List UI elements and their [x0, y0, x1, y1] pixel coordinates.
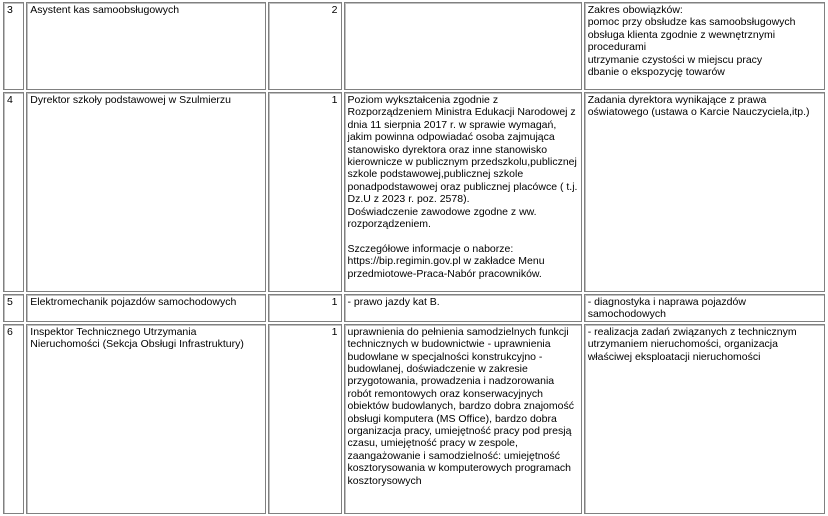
duties-cell — [584, 294, 825, 322]
duties-line: - realizacja zadań związanych z technicznym utrzymaniem nieruchomości, organizacja właściwej eksploatacji nieruchomości — [587, 325, 800, 363]
position-cell: Inspektor Technicznego Utrzymania Nieruchomości (Sekcja Obsługi Infrastruktury) — [26, 324, 265, 514]
table-row — [3, 294, 825, 322]
paragraph-spacer — [348, 230, 578, 242]
duties-line: pomoc przy obsłudze kas samoobsługowych — [587, 16, 796, 29]
position-cell: Elektromechanik pojazdów samochodowych — [26, 294, 265, 322]
requirements-cell — [344, 92, 582, 292]
duties-line: dbanie o ekspozycję towarów — [587, 66, 725, 79]
row-number-cell: 3 — [3, 2, 24, 90]
requirements-line: Szczegółowe informacje o naborze: https://bip.regimin.gov.pl w zakładce Menu przedmiotowe-Praca-Nabór pracowników. — [347, 242, 548, 280]
row-number-cell: 5 — [3, 294, 24, 322]
job-offers-table — [1, 0, 827, 516]
count-cell: 1 — [268, 324, 342, 514]
requirements-line: uprawnienia do pełnienia samodzielnych funkcji technicznych w budownictwie - uprawnienia budowlane w specjalności konstrukcyjno - budowlanej, doświadczenie w zakresie przygotowania, prowadzenia i nadzorowania robót remontowych oraz konserwacyjnych obiektów budowlanych, bardzo dobra znajomość obsługi komputera (MS Office), bardzo dobra organizacja pracy, umiejętność pracy pod presją czasu, umiejętność pracy w zespole, zaangażowanie i samodzielność: umiejętność kosztorysowania w komputerowych programach kosztorysowych — [347, 325, 577, 487]
duties-line: Zakres obowiązków: — [587, 4, 683, 16]
table-row — [3, 324, 825, 514]
count-cell: 1 — [268, 92, 342, 292]
position-cell: Asystent kas samoobsługowych — [26, 2, 265, 90]
requirements-line: Poziom wykształcenia zgodnie z Rozporządzeniem Ministra Edukacji Narodowej z dnia 11 sierpnia 2017 r. w sprawie wymagań, jakim powinna odpowiadać osoba zajmująca stanowisko dyrektora oraz inne stanowisko kierownicze w publicznym przedszkolu,publicznej szkole podstawowej,publicznej szkole ponadpodstawowej oraz publicznej placówce ( t.j. Dz.U z 2023 r. poz. 2578). — [347, 94, 581, 206]
row-number-cell: 6 — [3, 324, 24, 514]
duties-line: - diagnostyka i naprawa pojazdów samochodowych — [587, 296, 749, 321]
requirements-cell — [344, 2, 582, 90]
duties-line: obsługa klienta zgodnie z wewnętrznymi procedurami — [587, 28, 778, 54]
count-cell: 2 — [268, 2, 342, 90]
duties-cell — [584, 92, 825, 292]
requirements-line: Doświadczenie zawodowe zgodne z ww. rozporządzeniem. — [347, 205, 540, 231]
duties-cell — [584, 2, 825, 90]
row-number-cell: 4 — [3, 92, 24, 292]
duties-cell — [584, 324, 825, 514]
duties-line: utrzymanie czystości w miejscu pracy — [587, 53, 763, 66]
table-row — [3, 2, 825, 90]
requirements-cell — [344, 294, 582, 322]
count-cell: 1 — [268, 294, 342, 322]
duties-line: Zadania dyrektora wynikające z prawa oświatowego (ustawa o Karcie Nauczyciela,itp.) — [587, 94, 810, 119]
requirements-line: - prawo jazdy kat B. — [347, 296, 440, 308]
requirements-cell — [344, 324, 582, 514]
table-row — [3, 92, 825, 292]
position-cell: Dyrektor szkoły podstawowej w Szulmierzu — [26, 92, 265, 292]
